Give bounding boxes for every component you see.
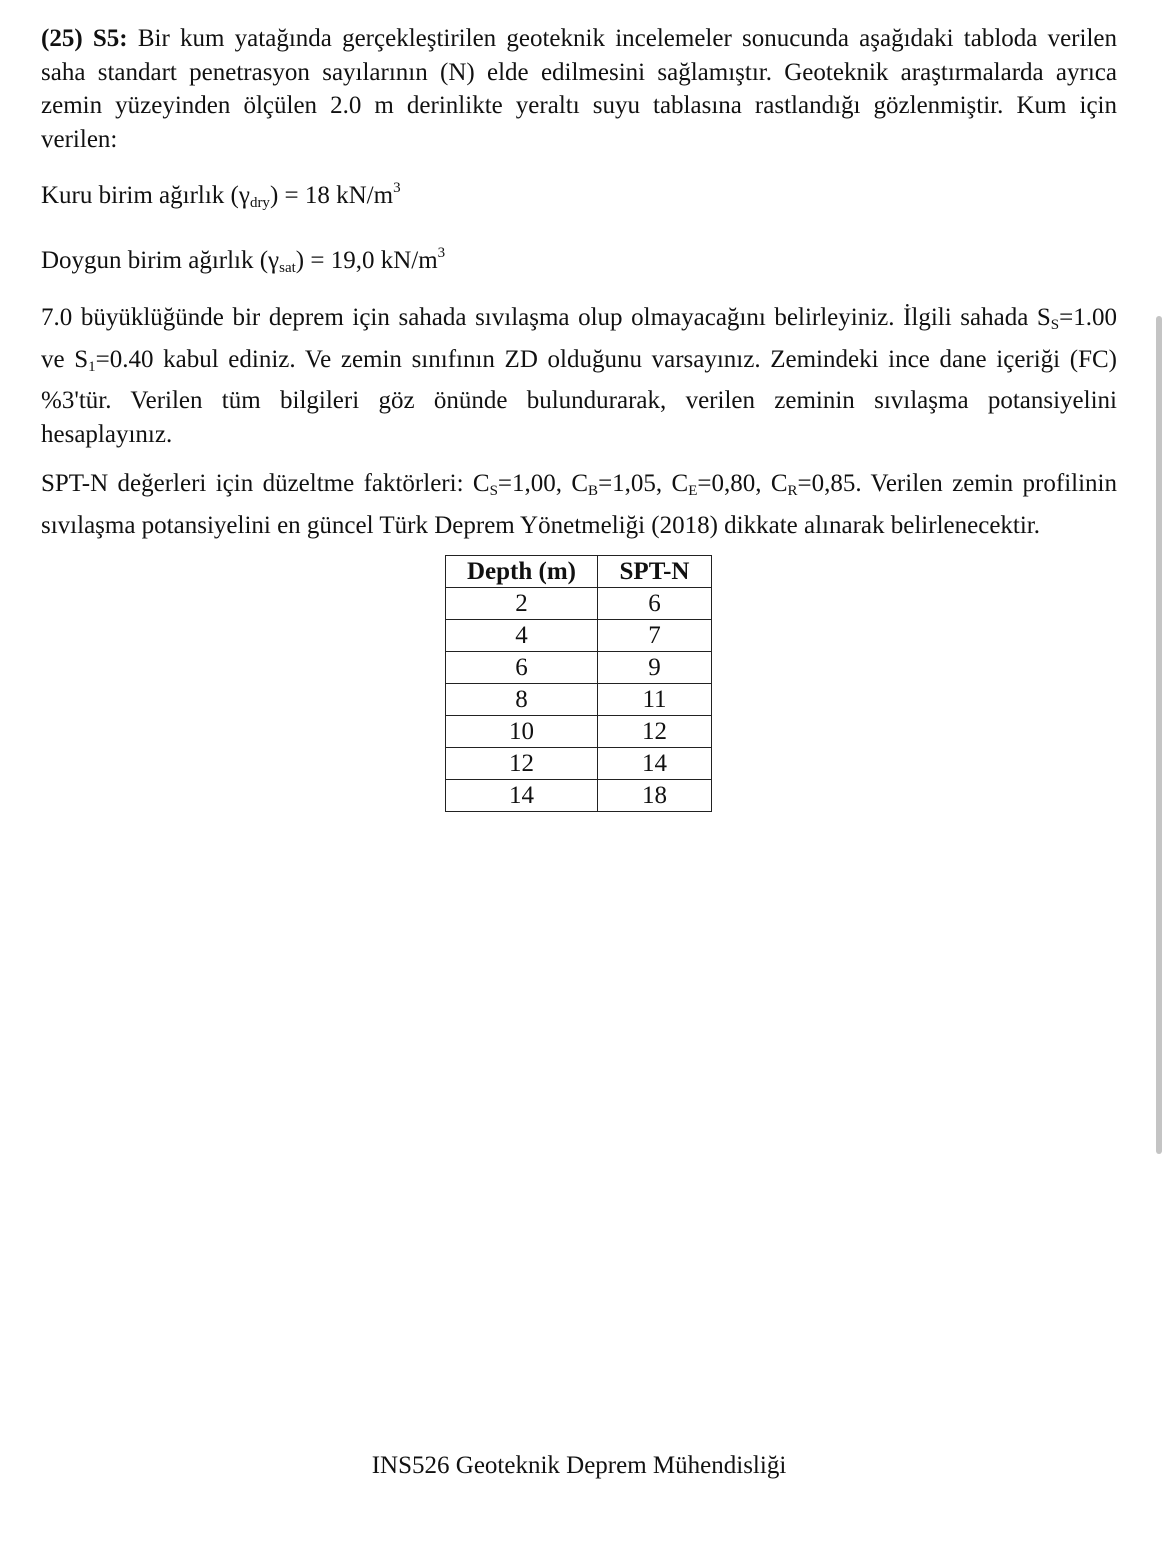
depth-cell: 2: [446, 588, 598, 620]
document-page: [41, 22, 1117, 556]
depth-cell: 8: [446, 684, 598, 716]
table-row: [446, 652, 712, 684]
spt-n-cell: 14: [598, 748, 712, 780]
problem-number: (25) S5:: [41, 25, 128, 52]
depth-cell: 4: [446, 620, 598, 652]
spt-table: [445, 555, 712, 812]
earthquake-paragraph: 7.0 büyüklüğünde bir deprem için sahada sıvılaşma olup olmayacağını belirleyiniz. İlgili sahada $S_S=1.00$ ve $S_1=0.40$ kabul ediniz. Ve zemin sınıfının ZD olduğunu varsayınız. Zemindeki ince dane içeriği (FC) %3'tür. Verilen tüm bilgileri göz önünde bulundurarak, verilen zeminin sıvılaşma potansiyelini hesaplayınız.: [41, 304, 1117, 448]
dry-unit-weight: Kuru birim ağırlık $(\gamma_{dry}) = 18$ $kN/m^3$: [41, 180, 401, 211]
spt-n-cell: 11: [598, 684, 712, 716]
spt-n-cell: 18: [598, 780, 712, 812]
table-row: [446, 620, 712, 652]
problem-statement: [41, 22, 1117, 156]
table-row: [446, 748, 712, 780]
spt-n-cell: 6: [598, 588, 712, 620]
header-spt-n: SPT-N: [598, 556, 712, 588]
table-row: [446, 588, 712, 620]
table-row: [446, 716, 712, 748]
header-depth: Depth (m): [446, 556, 598, 588]
table-row: [446, 684, 712, 716]
table-header-row: [446, 556, 712, 588]
page-footer: INS526 Geoteknik Deprem Mühendisliği: [371, 1452, 787, 1479]
depth-cell: 14: [446, 780, 598, 812]
depth-cell: 10: [446, 716, 598, 748]
problem-intro: Bir kum yatağında gerçekleştirilen geoteknik incelemeler sonucunda aşağıdaki tabloda verilen saha standart penetrasyon sayılarının (N) elde edilmesini sağlamıştır. Geoteknik araştırmalarda ayrıca zemin yüzeyinden ölçülen 2.0 m derinlikte yeraltı suyu tablasına rastlandığı gözlenmiştir. Kum için verilen:: [41, 25, 1117, 153]
spt-n-cell: 12: [598, 716, 712, 748]
depth-cell: 12: [446, 748, 598, 780]
table-row: [446, 780, 712, 812]
spt-n-cell: 7: [598, 620, 712, 652]
depth-cell: 6: [446, 652, 598, 684]
spt-n-cell: 9: [598, 652, 712, 684]
saturated-unit-weight: Doygun birim ağırlık $(\gamma_{sat}) = 19,0$ $kN/m^3$: [41, 244, 446, 276]
vertical-scrollbar[interactable]: [1156, 316, 1162, 1154]
correction-factors-paragraph: SPT-N değerleri için düzeltme faktörleri: $C_S=1,00$, $C_B=1,05$, $C_E=0,80$, $C_R=0,85$. Verilen zemin profilinin sıvılaşma potansiyelini en güncel Türk Deprem Yönetmeliği (2018) dikkate alınarak belirlenecektir.: [41, 470, 1117, 539]
